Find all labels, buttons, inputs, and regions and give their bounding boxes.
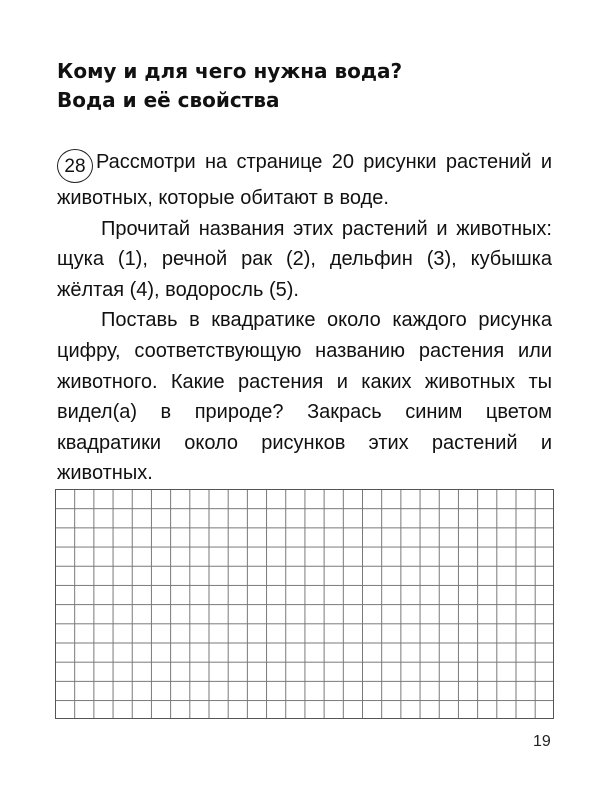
page-number: 19 [533,733,551,750]
heading-subtitle: Вода и её свойства [57,88,280,112]
task-paragraph-1 [57,147,552,214]
task-block [57,147,552,520]
drawing-grid[interactable] [55,489,554,719]
page-heading [57,57,402,115]
task-paragraph-3: Поставь в квадратике около каждого рисунка цифру, соответствующую названию растения или животного. Какие растения и каких животных ты видел(а) в природе? Закрась синим цветом квадратики около рисунков этих растений и животных. [57,309,552,485]
task-paragraph-2: Прочитай названия этих растений и животных: щука (1), речной рак (2), дельфин (3), кубышка жёлтая (4), водоросль (5). [57,217,552,301]
task-text-1: Рассмотри на странице 20 рисунки растений и животных, которые обитают в воде. [57,151,552,209]
heading-title: Кому и для чего нужна вода? [57,59,403,83]
task-number-badge: 28 [57,149,93,183]
